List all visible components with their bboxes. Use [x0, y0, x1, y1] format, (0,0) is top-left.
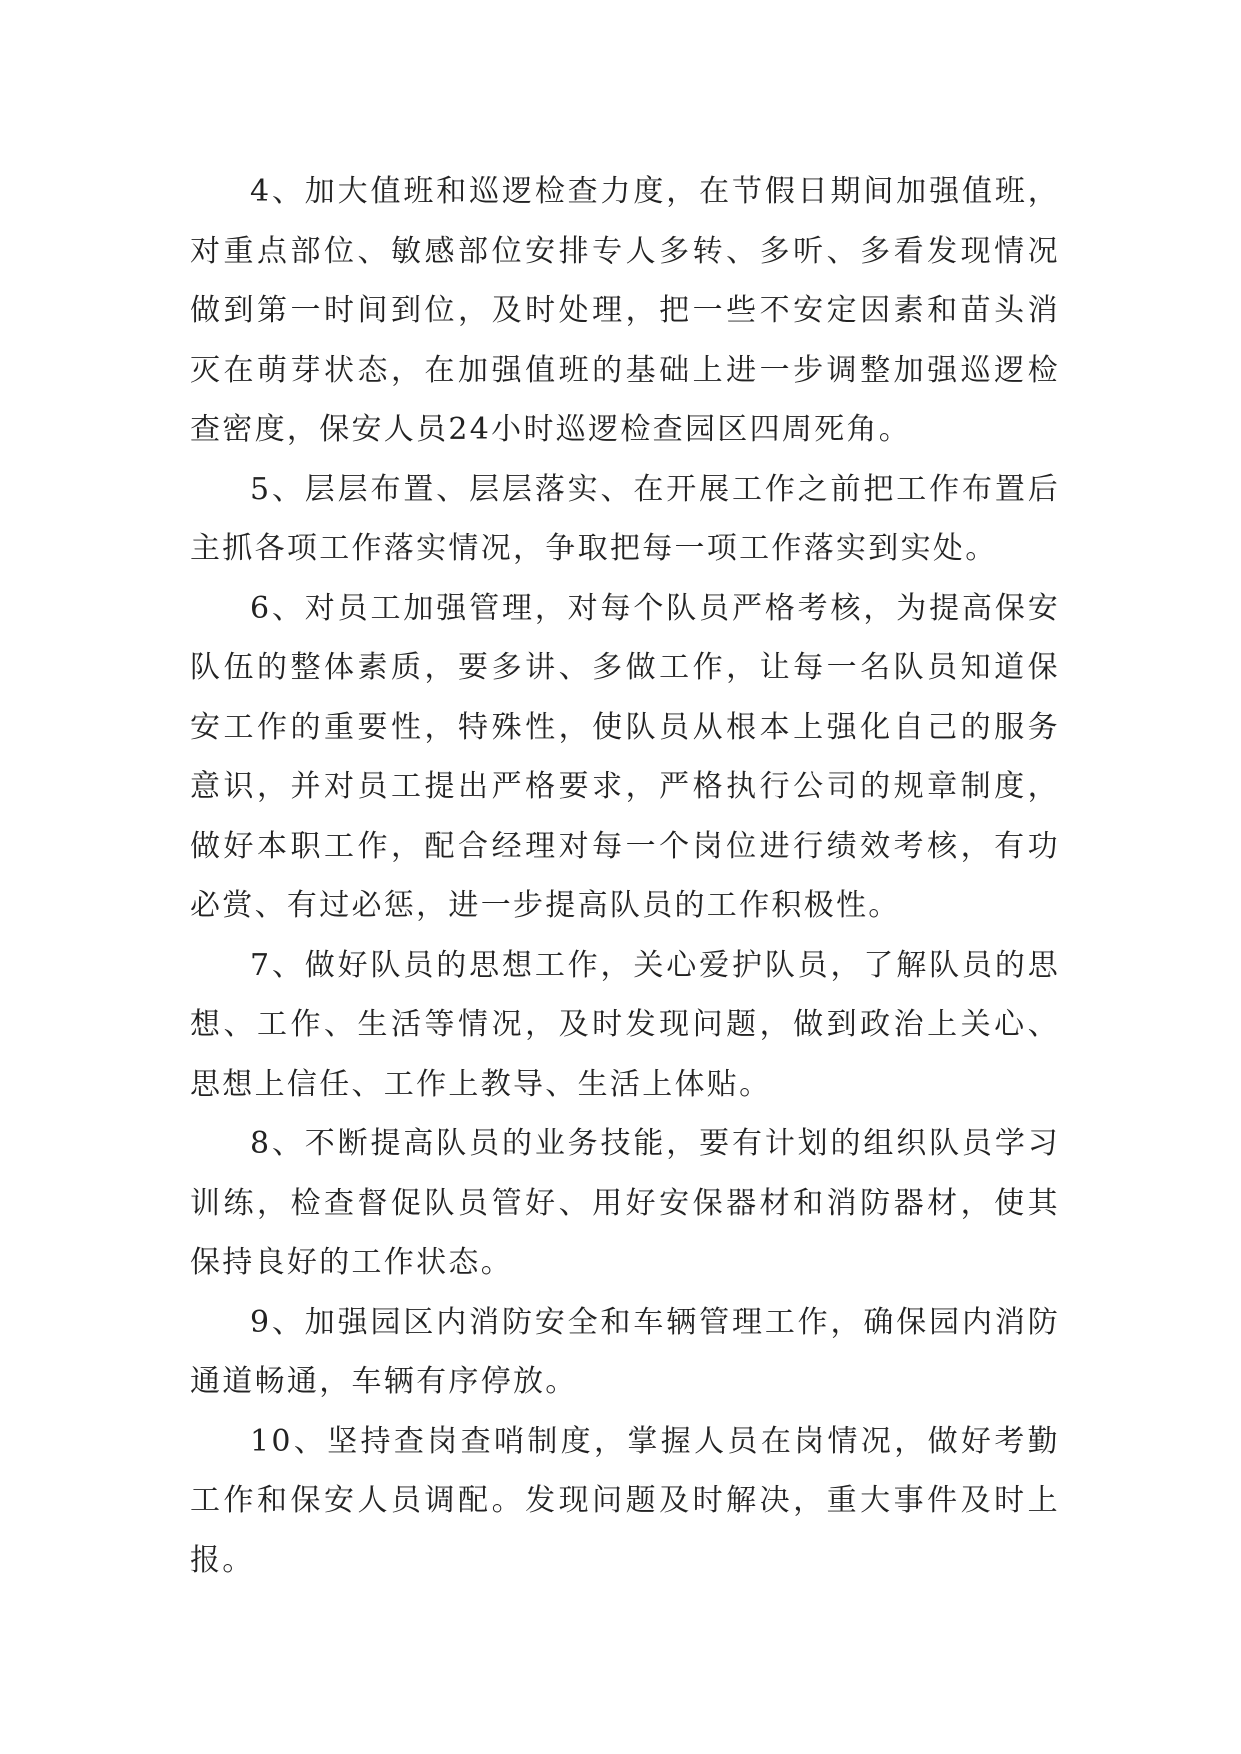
paragraph-item-9: 9、加强园区内消防安全和车辆管理工作，确保园内消防通道畅通，车辆有序停放。 — [190, 1304, 1060, 1399]
document-body — [190, 162, 1060, 1590]
paragraph-item-7: 7、做好队员的思想工作，关心爱护队员，了解队员的思想、工作、生活等情况，及时发现问题，做到政治上关心、思想上信任、工作上教导、生活上体贴。 — [190, 947, 1060, 1102]
paragraph-item-5: 5、层层布置、层层落实、在开展工作之前把工作布置后主抓各项工作落实情况，争取把每一项工作落实到实处。 — [190, 471, 1060, 566]
paragraph-item-6: 6、对员工加强管理，对每个队员严格考核，为提高保安队伍的整体素质，要多讲、多做工作，让每一名队员知道保安工作的重要性，特殊性，使队员从根本上强化自己的服务意识，并对员工提出严格要求，严格执行公司的规章制度，做好本职工作，配合经理对每一个岗位进行绩效考核，有功必赏、有过必惩，进一步提高队员的工作积极性。 — [190, 590, 1060, 923]
paragraph-item-4: 4、加大值班和巡逻检查力度，在节假日期间加强值班，对重点部位、敏感部位安排专人多转、多听、多看发现情况做到第一时间到位，及时处理，把一些不安定因素和苗头消灭在萌芽状态，在加强值班的基础上进一步调整加强巡逻检查密度，保安人员24小时巡逻检查园区四周死角。 — [190, 174, 1060, 447]
paragraph-item-10: 10、坚持查岗查哨制度，掌握人员在岗情况，做好考勤工作和保安人员调配。发现问题及时解决，重大事件及时上报。 — [190, 1423, 1060, 1578]
paragraph-item-8: 8、不断提高队员的业务技能，要有计划的组织队员学习训练，检查督促队员管好、用好安保器材和消防器材，使其保持良好的工作状态。 — [190, 1126, 1060, 1280]
